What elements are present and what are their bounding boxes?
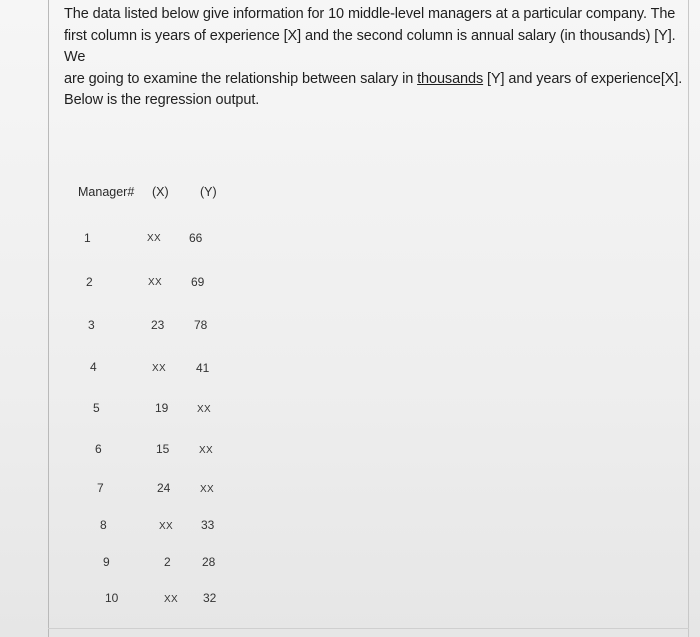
cell-manager: 4 [90, 360, 97, 374]
cell-x: 15 [156, 442, 170, 456]
cell-x: 19 [155, 401, 169, 415]
cell-y: XX [200, 484, 214, 495]
cell-x: 24 [157, 481, 171, 495]
cell-x: XX [152, 363, 166, 374]
question-line-3 [64, 69, 684, 91]
cell-y: 78 [194, 318, 208, 332]
cell-y: 66 [189, 231, 203, 245]
cell-manager: 7 [97, 481, 104, 495]
cell-manager: 8 [100, 518, 107, 532]
header-y: (Y) [200, 185, 217, 199]
cell-y: XX [197, 404, 211, 415]
cell-x: XX [159, 521, 173, 532]
cell-manager: 3 [88, 318, 95, 332]
cell-x: XX [148, 277, 162, 288]
question-line-2: first column is years of experience [X] and the second column is annual salary (in thousands) [Y]. We [64, 27, 676, 65]
underlined-word: thousands [417, 70, 484, 87]
cell-y: 41 [196, 361, 210, 375]
header-x: (X) [152, 185, 169, 199]
question-line-4: Below is the regression output. [64, 92, 260, 108]
panel-right-border [688, 0, 689, 637]
cell-y: 33 [201, 518, 215, 532]
cell-y: 28 [202, 555, 216, 569]
cell-manager: 10 [105, 591, 119, 605]
cell-manager: 5 [93, 401, 100, 415]
cell-manager: 1 [84, 231, 91, 245]
panel-bottom-border [48, 628, 689, 629]
cell-y: 32 [203, 591, 217, 605]
question-line-3-start: are going to examine the relationship between salary in [64, 70, 418, 87]
cell-x: XX [164, 594, 178, 605]
cell-manager: 6 [95, 442, 102, 456]
panel-left-border [48, 0, 49, 637]
cell-y: XX [199, 445, 213, 456]
question-line-3-end: [Y] and years of experience[X]. [483, 70, 683, 87]
question-text [64, 4, 684, 112]
question-line-1: The data listed below give information for 10 middle-level managers at a particular company. The [64, 6, 676, 22]
cell-x: 2 [164, 555, 171, 569]
cell-y: 69 [191, 275, 205, 289]
header-manager: Manager# [78, 185, 135, 199]
cell-manager: 2 [86, 275, 93, 289]
cell-x: 23 [151, 318, 165, 332]
cell-manager: 9 [103, 555, 110, 569]
cell-x: XX [147, 233, 161, 244]
